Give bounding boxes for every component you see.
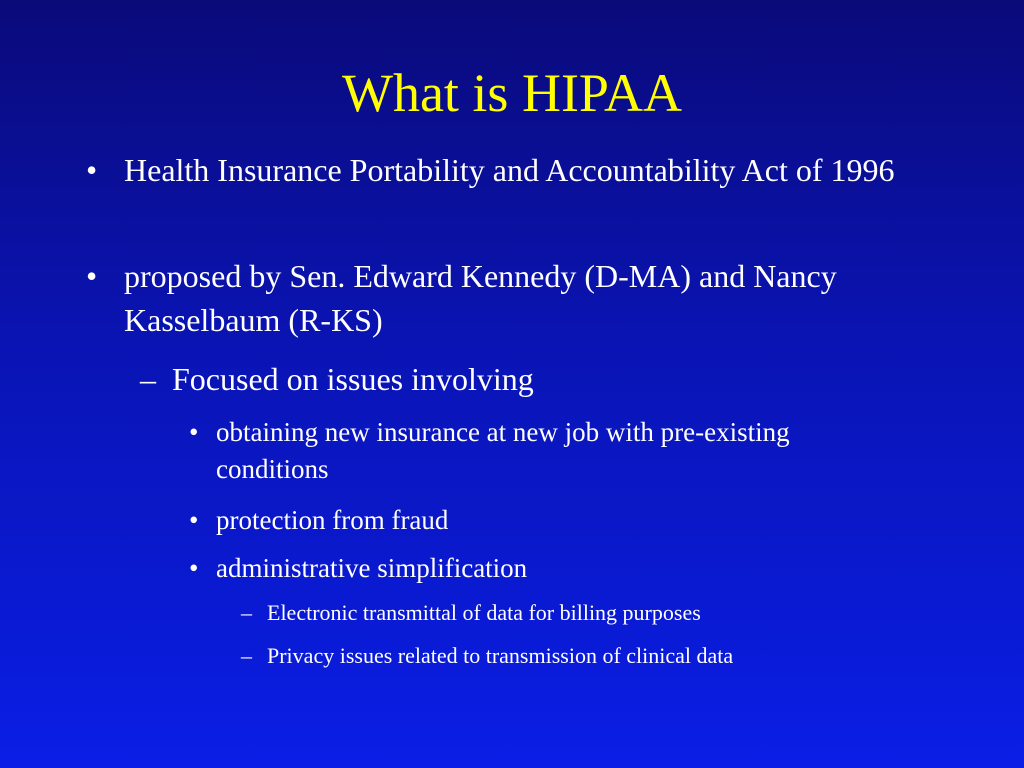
- dash-icon: –: [241, 600, 252, 625]
- bullet-text: proposed by Sen. Edward Kennedy (D-MA) and Nancy Kasselbaum (R-KS): [124, 258, 837, 338]
- slide-title: What is HIPAA: [341, 63, 682, 123]
- bullet-item-fraud-protection: [189, 502, 856, 539]
- sub-item-text: Electronic transmittal of data for billing purposes: [267, 600, 701, 625]
- sub-item-electronic-billing: [241, 598, 967, 628]
- sub-item-text: Privacy issues related to transmission of clinical data: [267, 643, 734, 668]
- bullet-text: protection from fraud: [216, 505, 449, 535]
- bullet-item-admin-simplification: [189, 550, 856, 587]
- bullet-icon: •: [189, 505, 199, 535]
- dash-icon: –: [140, 361, 156, 397]
- bullet-text: administrative simplification: [216, 553, 528, 583]
- bullet-text: obtaining new insurance at new job with pre-existing conditions: [216, 417, 790, 484]
- bullet-icon: •: [86, 152, 98, 188]
- sub-item-text: Focused on issues involving: [172, 361, 534, 397]
- bullet-icon: •: [189, 417, 199, 447]
- bullet-item-proposed-by: [84, 254, 924, 342]
- bullet-text: Health Insurance Portability and Accountability Act of 1996: [124, 152, 895, 188]
- dash-icon: –: [241, 643, 252, 668]
- bullet-icon: •: [189, 553, 199, 583]
- bullet-icon: •: [86, 258, 98, 294]
- bullet-item-hipaa-act: [84, 148, 904, 192]
- bullet-item-new-insurance: [189, 414, 856, 488]
- sub-item-focused-issues: [140, 357, 872, 401]
- sub-item-privacy-issues: [241, 641, 967, 671]
